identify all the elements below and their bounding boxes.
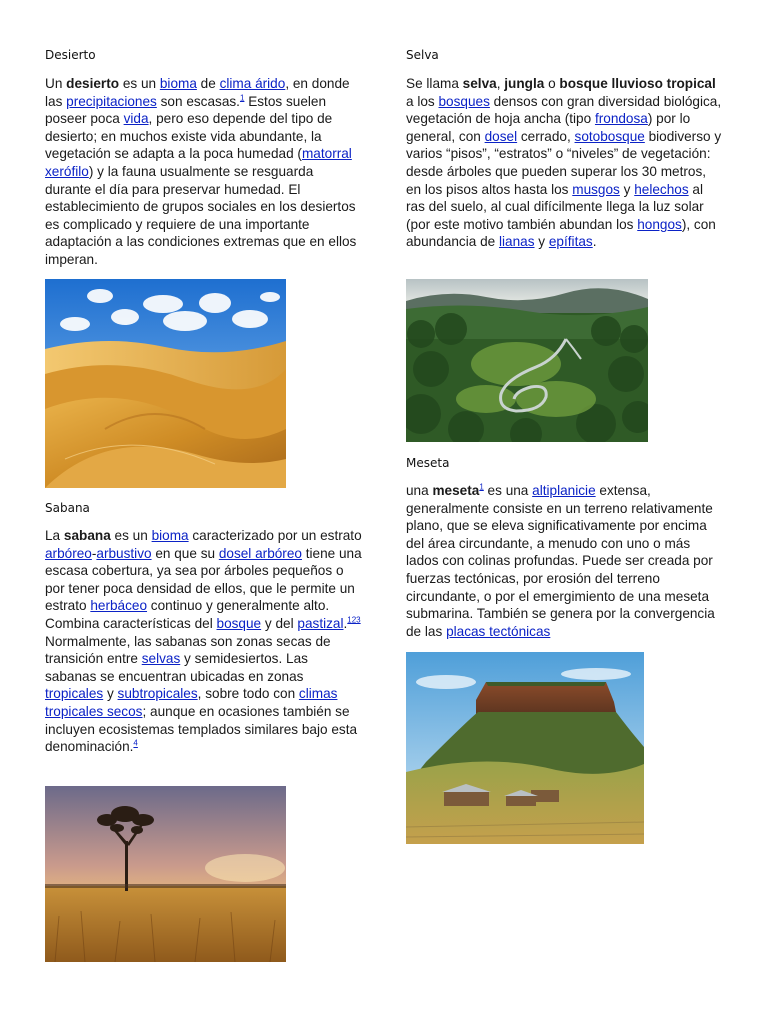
link-arbustivo[interactable]: arbustivo bbox=[96, 545, 152, 561]
link-arboreo[interactable]: arbóreo bbox=[45, 545, 92, 561]
paragraph-meseta bbox=[406, 482, 724, 640]
savanna-illustration bbox=[45, 786, 286, 962]
text-run: y semidesiertos. Las sabanas se encuentran ubicadas en zonas bbox=[45, 651, 308, 684]
text-run: extensa, generalmente consiste en un terreno relativamente plano, que se eleva significativamente por encima del área circundante, a menudo con uno o más lados con colinas profundas. Puede ser creada por fuerzas tectónicas, por erosión del terreno circundante, o por el emergimiento de una meseta submarina. También se genera por la convergencia de las bbox=[406, 483, 715, 639]
link-vida[interactable]: vida bbox=[123, 111, 149, 127]
link-musgos[interactable]: musgos bbox=[572, 181, 620, 197]
text-run: densos con gran diversidad biológica, vegetación de hoja ancha (tipo bbox=[406, 93, 722, 127]
link-climas-tropicales-secos[interactable]: climas tropicales secos bbox=[45, 686, 338, 719]
text-run: - bbox=[91, 545, 97, 561]
heading-meseta: Meseta bbox=[406, 456, 450, 470]
text-run: es una bbox=[483, 483, 533, 498]
heading-selva: Selva bbox=[406, 48, 439, 62]
link-lianas[interactable]: lianas bbox=[498, 234, 535, 250]
plateau-image bbox=[406, 652, 644, 844]
text-run: o bbox=[544, 76, 560, 91]
text-run: La bbox=[45, 528, 64, 543]
text-run: . bbox=[343, 615, 348, 631]
text-run: , pero eso depende del tipo de desierto; en muchos existe vida abundante, la vegetación se adapta a la poca humedad ( bbox=[45, 111, 333, 162]
link-sotobosque[interactable]: sotobosque bbox=[574, 128, 645, 144]
desert-illustration bbox=[45, 279, 286, 488]
desert-image bbox=[45, 279, 286, 488]
paragraph-sabana bbox=[45, 527, 363, 756]
link-bioma[interactable]: bioma bbox=[151, 528, 189, 543]
bold-term: meseta bbox=[432, 483, 480, 498]
footnote-link[interactable]: 1 bbox=[239, 93, 245, 103]
text-run: Un bbox=[45, 76, 67, 91]
bold-term: desierto bbox=[66, 76, 120, 91]
text-run: una bbox=[406, 483, 433, 498]
text-run: continuo y generalmente alto. Combina características del bbox=[45, 598, 330, 631]
jungle-illustration bbox=[406, 279, 648, 442]
footnote-ref[interactable] bbox=[347, 615, 360, 624]
plateau-illustration bbox=[406, 652, 644, 844]
footnote-ref[interactable] bbox=[133, 739, 137, 748]
text-run: son escasas. bbox=[156, 93, 240, 109]
footnote-link[interactable]: 1 bbox=[479, 482, 484, 492]
link-dosel-arboreo[interactable]: dosel arbóreo bbox=[218, 545, 302, 561]
text-run: caracterizado por un estrato bbox=[188, 528, 362, 543]
text-run: Se llama bbox=[406, 76, 463, 91]
text-run: ), con abundancia de bbox=[406, 216, 716, 250]
text-run: a los bbox=[406, 93, 439, 109]
link-hongos[interactable]: hongos bbox=[637, 216, 682, 232]
footnote-link[interactable]: 4 bbox=[133, 738, 138, 748]
text-run: de bbox=[196, 76, 220, 91]
link-precipitaciones[interactable]: precipitaciones bbox=[66, 93, 157, 109]
text-run: y bbox=[103, 686, 118, 702]
text-run: ) por lo general, con bbox=[406, 111, 691, 144]
link-frondosa[interactable]: frondosa bbox=[594, 111, 648, 127]
bold-term: bosque lluvioso tropical bbox=[559, 76, 716, 91]
link-altiplanicie[interactable]: altiplanicie bbox=[532, 483, 596, 498]
link-matorral-xerofilo[interactable]: matorral xerófilo bbox=[45, 146, 352, 179]
heading-desierto: Desierto bbox=[45, 48, 96, 62]
link-epifitas[interactable]: epífitas bbox=[548, 234, 593, 250]
link-placas-tectonicas[interactable]: placas tectónicas bbox=[446, 623, 551, 639]
jungle-image bbox=[406, 279, 648, 442]
text-run: es un bbox=[110, 528, 152, 543]
text-run: en que su bbox=[151, 545, 219, 561]
text-run: y bbox=[619, 181, 635, 197]
text-run: cerrado, bbox=[517, 128, 575, 144]
text-run: es un bbox=[119, 76, 160, 91]
text-run: , bbox=[496, 76, 505, 91]
link-selvas[interactable]: selvas bbox=[141, 651, 181, 667]
heading-sabana: Sabana bbox=[45, 501, 90, 515]
link-clima-arido[interactable]: clima árido bbox=[219, 76, 286, 91]
link-subtropicales[interactable]: subtropicales bbox=[117, 686, 198, 702]
link-helechos[interactable]: helechos bbox=[634, 181, 689, 197]
text-run: y bbox=[534, 234, 549, 250]
link-tropicales[interactable]: tropicales bbox=[45, 686, 104, 702]
text-run: y del bbox=[261, 615, 298, 631]
paragraph-desierto bbox=[45, 75, 363, 269]
bold-term: selva bbox=[462, 76, 497, 91]
text-run: , en donde las bbox=[45, 76, 350, 109]
link-pastizal[interactable]: pastizal bbox=[297, 615, 344, 631]
text-run: al ras del suelo, al cual difícilmente llega la luz solar (por este motivo también abundan los bbox=[406, 181, 704, 232]
paragraph-selva bbox=[406, 75, 724, 251]
link-bioma[interactable]: bioma bbox=[159, 76, 197, 91]
bold-term: jungla bbox=[504, 76, 545, 91]
link-bosques[interactable]: bosques bbox=[438, 93, 490, 109]
text-run: ) y la fauna usualmente se resguarda durante el día para preservar humedad. El establecimiento de grupos sociales en los desiertos es complicado y requiere de una importante adaptación a las condiciones extremas que en ellos imperan. bbox=[45, 163, 357, 267]
link-bosque[interactable]: bosque bbox=[216, 615, 262, 631]
footnote-link[interactable]: 123 bbox=[347, 615, 361, 625]
text-run: . bbox=[592, 234, 597, 250]
text-run: Normalmente, las sabanas son zonas secas de transición entre bbox=[45, 633, 331, 667]
text-run: ; aunque en ocasiones también se incluyen ecosistemas templados similares bajo esta denominación. bbox=[45, 703, 358, 755]
text-run: tiene una escasa cobertura, ya sea por árboles pequeños o por tener poca densidad de ellos, que le permite un estrato bbox=[45, 545, 362, 614]
link-herbaceo[interactable]: herbáceo bbox=[90, 598, 148, 614]
bold-term: sabana bbox=[63, 528, 111, 543]
link-dosel[interactable]: dosel bbox=[484, 128, 518, 144]
text-run: biodiverso y varios “pisos”, “estratos” o “niveles” de vegetación: desde árboles que pueden superar los 30 metros, en los pisos altos hasta los bbox=[406, 128, 722, 197]
text-run: Estos suelen poseer poca bbox=[45, 93, 327, 127]
text-run: , sobre todo con bbox=[197, 686, 299, 702]
savanna-image bbox=[45, 786, 286, 962]
